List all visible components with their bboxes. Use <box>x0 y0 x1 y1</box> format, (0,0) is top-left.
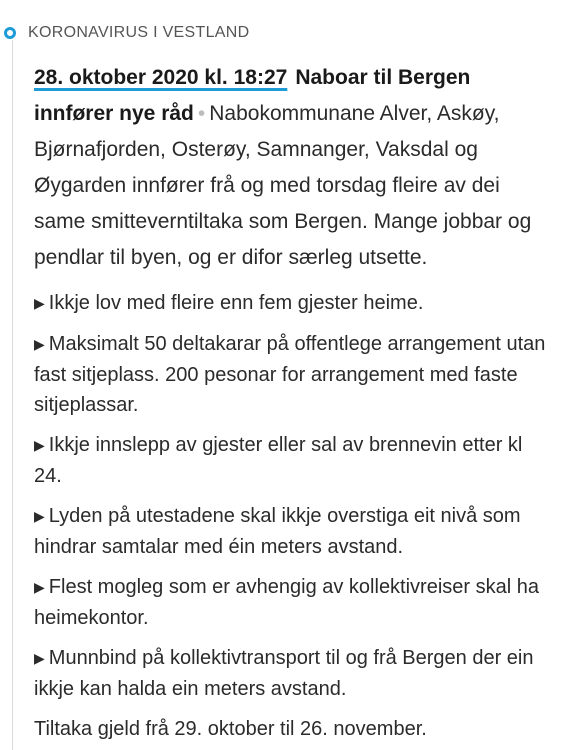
category-header <box>4 24 249 42</box>
timestamp-link[interactable]: 28. oktober 2020 kl. 18:27 <box>34 66 288 89</box>
triangle-right-icon: ▶ <box>34 579 45 595</box>
list-item <box>34 572 554 633</box>
list-item-text: Flest mogleg som er avhengig av kollektivreiser skal ha heimekontor. <box>34 576 539 629</box>
validity-note: Tiltaka gjeld frå 29. oktober til 26. november. <box>34 718 427 740</box>
list-item <box>34 643 554 704</box>
intro-text: Nabokommunane Alver, Askøy, Bjørnafjorden, Osterøy, Samnanger, Vaksdal og Øygarden innfører frå og med torsdag fleire av dei same smitteverntiltaka som Bergen. Mange jobbar og pendlar til byen, og er difor særleg utsette. <box>34 102 532 269</box>
list-item-text: Ikkje lov med fleire enn fem gjester heime. <box>48 292 424 314</box>
list-item <box>34 501 554 562</box>
timeline-dot-icon <box>4 27 16 39</box>
separator-dot: • <box>197 102 206 125</box>
list-item-text: Lyden på utestadene skal ikkje overstiga eit nivå som hindrar samtalar med éin meters avstand. <box>34 505 521 558</box>
triangle-right-icon: ▶ <box>34 437 45 453</box>
list-item-text: Munnbind på kollektivtransport til og frå Bergen der ein ikkje kan halda ein meters avstand. <box>34 647 534 700</box>
headline: Naboar til Bergen innfører nye råd <box>34 66 471 125</box>
triangle-right-icon: ▶ <box>34 508 45 524</box>
measures-list <box>34 288 554 704</box>
list-item <box>34 288 554 319</box>
triangle-right-icon: ▶ <box>34 336 45 352</box>
category-label[interactable]: KORONAVIRUS I VESTLAND <box>28 24 250 41</box>
news-entry <box>34 60 554 744</box>
triangle-right-icon: ▶ <box>34 295 45 311</box>
list-item <box>34 430 554 491</box>
list-item-text: Maksimalt 50 deltakarar på offentlege arrangement utan fast sitjeplass. 200 pesonar for arrangement med faste sitjeplassar. <box>34 333 546 416</box>
list-item-text: Ikkje innslepp av gjester eller sal av brennevin etter kl 24. <box>34 434 523 487</box>
timeline-line <box>12 40 13 750</box>
lead-paragraph <box>34 60 554 276</box>
triangle-right-icon: ▶ <box>34 650 45 666</box>
list-item <box>34 329 554 420</box>
